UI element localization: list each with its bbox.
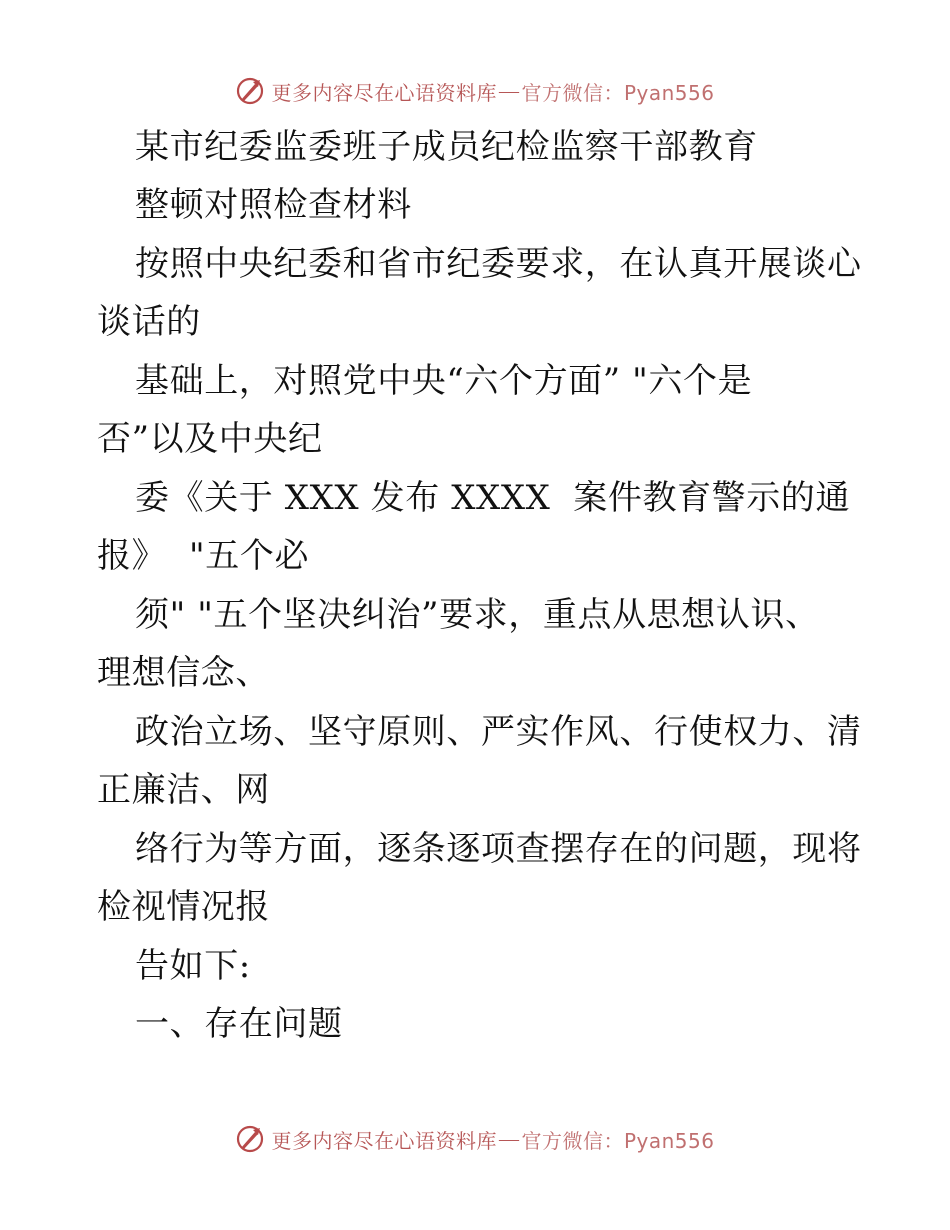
doc-paragraph-line: 政治立场、坚守原则、严实作风、行使权力、清 (135, 712, 862, 752)
footer-watermark (0, 1119, 950, 1159)
doc-paragraph-line: 检视情况报 (97, 887, 270, 927)
doc-paragraph-line: 正廉洁、网 (97, 770, 270, 810)
doc-paragraph-line: 基础上，对照党中央“六个方面” "六个是 (135, 361, 753, 401)
doc-paragraph-line: 告如下: (135, 946, 251, 986)
doc-paragraph-line: 委《关于 XXX 发布 XXXX 案件教育警示的通 (135, 478, 851, 518)
doc-title-line-2: 整顿对照检查材料 (135, 185, 412, 225)
doc-paragraph-line: 按照中央纪委和省市纪委要求，在认真开展谈心 (135, 244, 862, 284)
doc-paragraph-line: 理想信念、 (97, 653, 270, 693)
header-watermark (0, 71, 950, 111)
doc-paragraph-line: 须" "五个坚决纠治”要求，重点从思想认识、 (135, 595, 820, 635)
doc-paragraph-line: 络行为等方面，逐条逐项查摆存在的问题，现将 (135, 829, 862, 869)
quill-logo-icon (235, 1124, 265, 1154)
watermark-wechat-text: 官方微信：Pyan556 (521, 80, 715, 105)
doc-paragraph-line: 否”以及中央纪 (97, 419, 323, 459)
doc-paragraph-line: 谈话的 (97, 302, 201, 342)
watermark-brand-text: 更多内容尽在心语资料库 (271, 82, 497, 105)
watermark-brand-text: 更多内容尽在心语资料库 (271, 1130, 497, 1153)
quill-logo-icon (235, 76, 265, 106)
doc-section-heading: 一、存在问题 (135, 1004, 343, 1044)
watermark-dash: — (498, 79, 520, 102)
doc-paragraph-line: 报》 "五个必 (97, 536, 310, 576)
watermark-wechat-text: 官方微信：Pyan556 (521, 1128, 715, 1153)
doc-title-line-1: 某市纪委监委班子成员纪检监察干部教育 (135, 127, 758, 167)
watermark-dash: — (498, 1127, 520, 1150)
